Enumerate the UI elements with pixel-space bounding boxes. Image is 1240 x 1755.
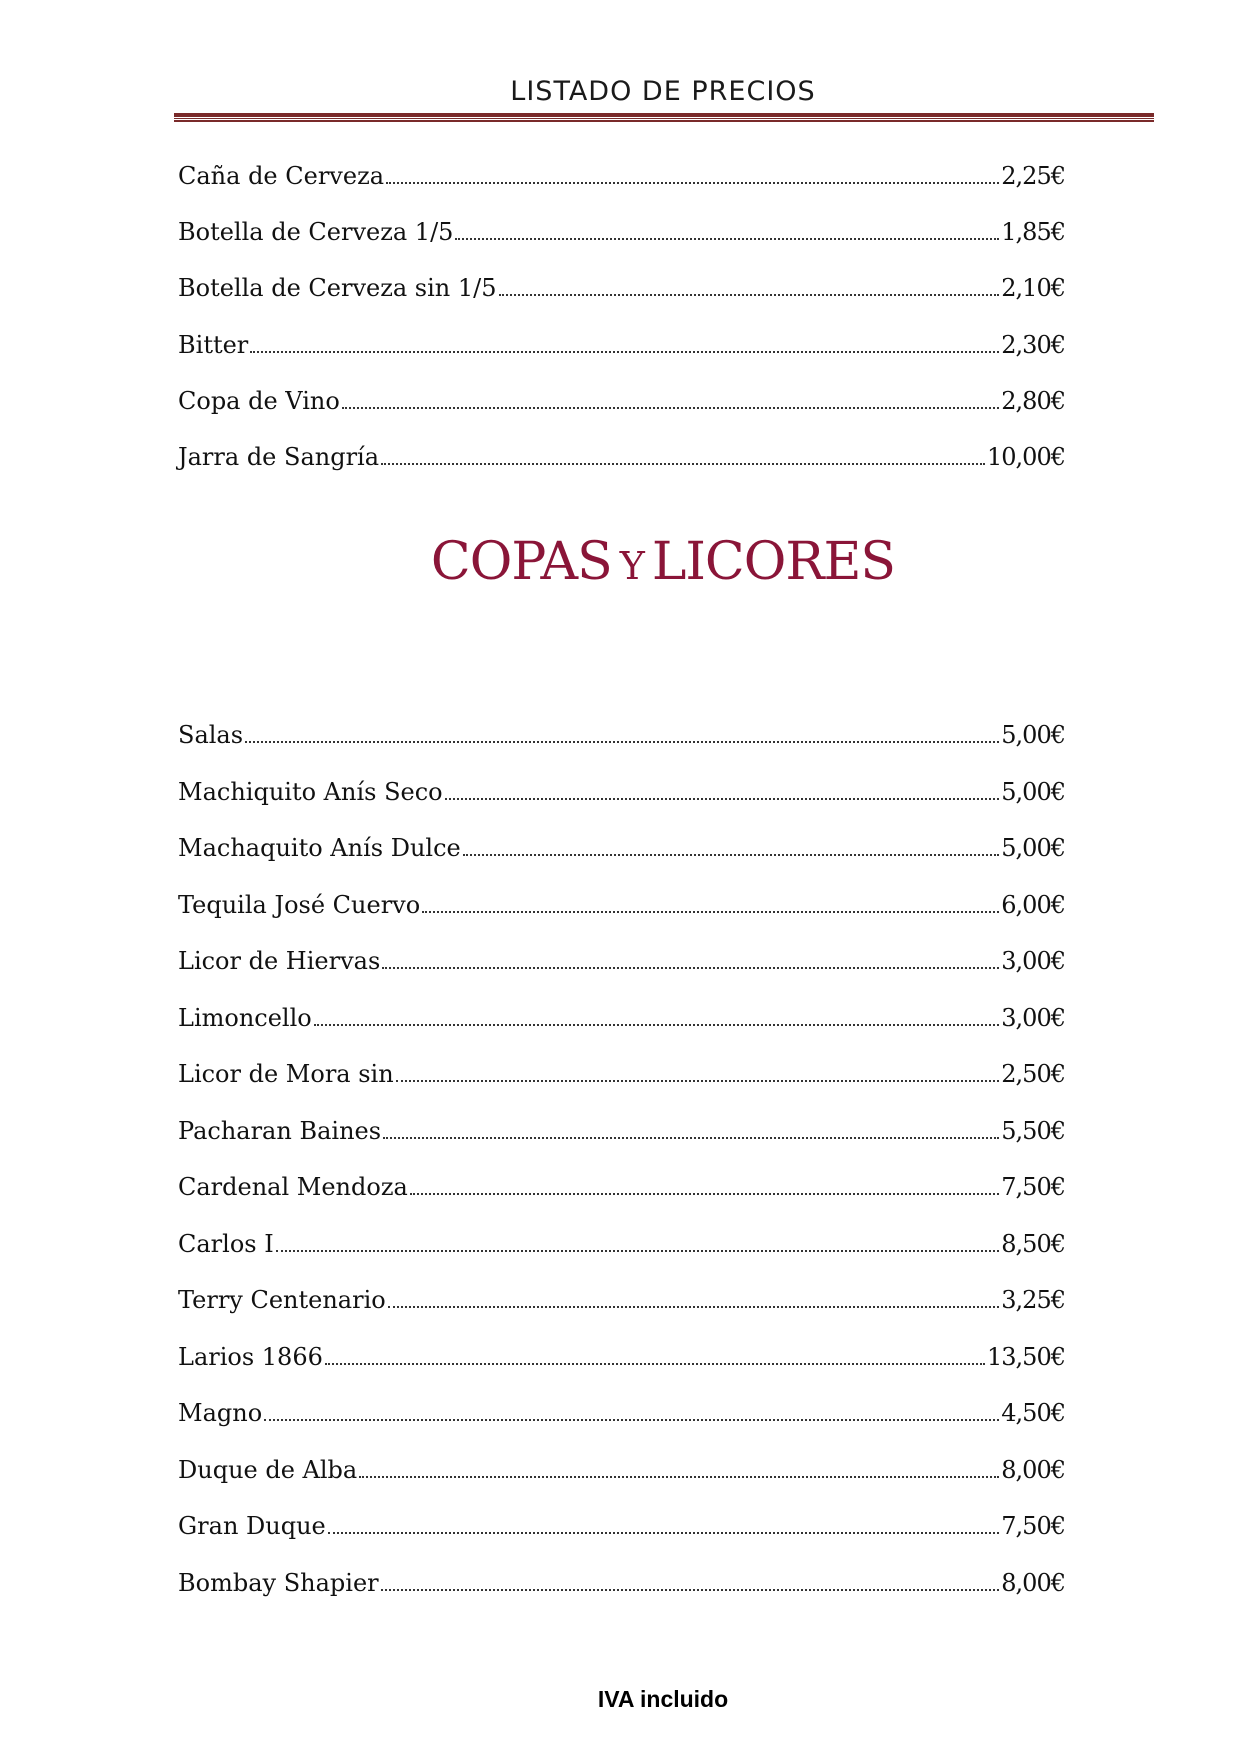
dot-leader	[325, 1363, 985, 1365]
dot-leader	[396, 1080, 1000, 1082]
header-divider	[174, 113, 1154, 122]
item-name: Botella de Cerveza 1/5	[178, 218, 454, 247]
price-row	[178, 1103, 1065, 1143]
dot-leader	[410, 1193, 1000, 1195]
item-price: 3,25€	[1001, 1286, 1065, 1314]
price-row	[178, 1555, 1065, 1595]
dot-leader	[445, 798, 1000, 800]
section-title	[0, 532, 1240, 592]
price-row	[178, 1442, 1065, 1482]
item-name: Botella de Cerveza sin 1/5	[178, 274, 497, 303]
price-row	[178, 260, 1065, 303]
dot-leader	[386, 182, 999, 184]
price-row	[178, 933, 1065, 973]
item-name: Larios 1866	[178, 1342, 323, 1371]
dot-leader	[455, 238, 999, 240]
item-name: Jarra de Sangría	[178, 443, 380, 471]
dot-leader	[342, 407, 999, 409]
price-row	[178, 1329, 1065, 1369]
item-price: 2,25€	[1001, 162, 1065, 190]
price-row	[178, 1159, 1065, 1199]
dot-leader	[359, 1476, 999, 1478]
item-price: 5,00€	[1001, 777, 1065, 806]
price-row	[178, 373, 1065, 413]
item-name: Licor de Mora sin	[178, 1060, 394, 1088]
item-name: Limoncello	[178, 1003, 312, 1032]
item-price: 2,50€	[1001, 1060, 1065, 1088]
item-price: 5,00€	[1001, 834, 1065, 862]
dot-leader	[314, 1024, 1000, 1026]
item-name: Cardenal Mendoza	[178, 1173, 408, 1201]
dot-leader	[383, 1137, 999, 1139]
item-price: 3,00€	[1001, 1003, 1065, 1032]
item-price: 3,00€	[1001, 947, 1065, 975]
price-row	[178, 707, 1065, 747]
dot-leader	[499, 294, 1000, 296]
section-title-part2: Y	[619, 544, 644, 588]
tax-note: IVA incluido	[597, 1686, 729, 1712]
item-name: Caña de Cerveza	[178, 162, 385, 190]
item-price: 5,00€	[1001, 721, 1065, 749]
item-name: Bitter	[178, 330, 249, 359]
price-row	[178, 1216, 1065, 1256]
price-row	[178, 1046, 1065, 1086]
item-price: 5,50€	[1001, 1116, 1065, 1145]
dot-leader	[264, 1419, 999, 1421]
item-name: Licor de Hiervas	[178, 947, 381, 975]
dot-leader	[388, 1306, 1000, 1308]
item-name: Terry Centenario	[178, 1286, 386, 1314]
item-name: Copa de Vino	[178, 386, 340, 415]
item-name: Tequila José Cuervo	[178, 890, 421, 919]
item-price: 6,00€	[1001, 890, 1065, 919]
item-price: 8,00€	[1001, 1455, 1065, 1484]
section-title-part3: LICORES	[651, 532, 896, 592]
item-name: Machiquito Anís Seco	[178, 777, 443, 806]
item-name: Machaquito Anís Dulce	[178, 834, 461, 862]
item-price: 8,00€	[1001, 1568, 1065, 1597]
price-row	[178, 1498, 1065, 1538]
price-row	[178, 820, 1065, 860]
section-title-part1: COPAS	[430, 532, 612, 592]
item-price: 2,30€	[1001, 330, 1065, 359]
item-name: Carlos I	[178, 1229, 274, 1258]
price-row	[178, 1272, 1065, 1312]
item-price: 10,00€	[987, 443, 1065, 471]
item-price: 4,50€	[1001, 1399, 1065, 1427]
price-row	[178, 990, 1065, 1030]
price-row	[178, 877, 1065, 917]
dot-leader	[328, 1532, 1000, 1534]
item-price: 13,50€	[987, 1342, 1065, 1371]
item-name: Magno	[178, 1399, 263, 1427]
item-price: 2,80€	[1001, 386, 1065, 415]
item-price: 2,10€	[1001, 274, 1065, 303]
price-row	[178, 764, 1065, 804]
item-price: 1,85€	[1001, 218, 1065, 247]
item-name: Bombay Shapier	[178, 1568, 379, 1597]
dot-leader	[381, 463, 985, 465]
item-name: Gran Duque	[178, 1512, 326, 1540]
dot-leader	[381, 1589, 1000, 1591]
dot-leader	[382, 967, 999, 969]
page-title: LISTADO DE PRECIOS	[510, 76, 816, 107]
dot-leader	[276, 1250, 1000, 1252]
item-name: Duque de Alba	[178, 1455, 358, 1484]
price-row	[178, 204, 1065, 247]
price-row	[178, 429, 1065, 469]
price-row	[178, 317, 1065, 357]
price-row	[178, 1385, 1065, 1425]
dot-leader	[245, 741, 999, 743]
item-price: 8,50€	[1001, 1229, 1065, 1258]
price-row	[178, 148, 1065, 188]
dot-leader	[422, 911, 999, 913]
item-name: Salas	[178, 721, 244, 749]
dot-leader	[250, 351, 999, 353]
item-name: Pacharan Baines	[178, 1116, 382, 1145]
item-price: 7,50€	[1001, 1512, 1065, 1540]
item-price: 7,50€	[1001, 1173, 1065, 1201]
dot-leader	[463, 854, 1000, 856]
